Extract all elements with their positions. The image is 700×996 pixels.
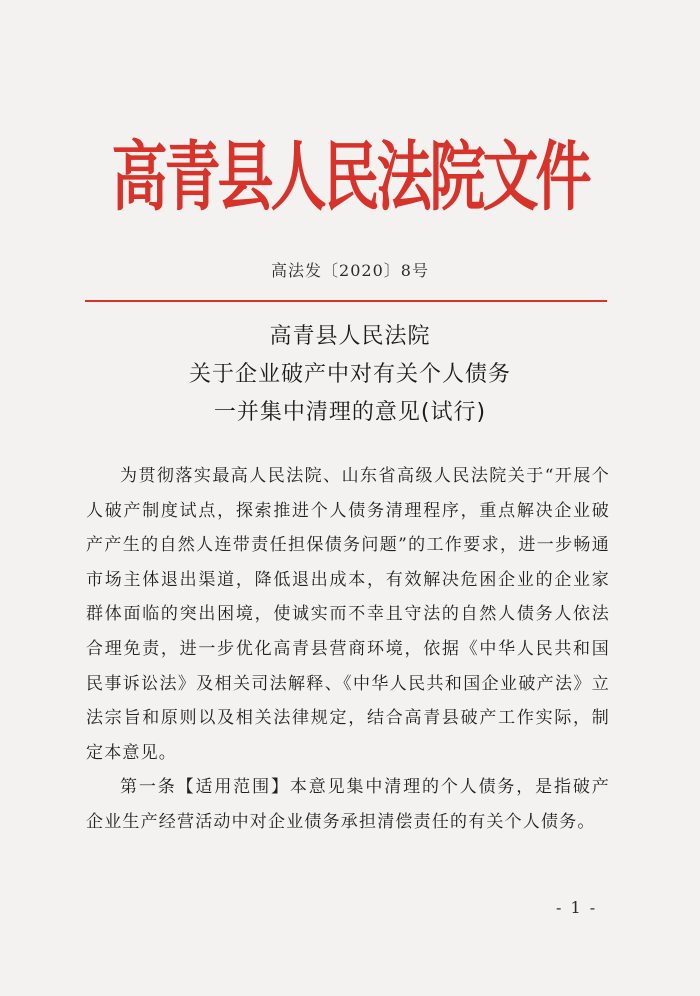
document-title bbox=[0, 318, 700, 432]
red-divider-line bbox=[85, 300, 607, 302]
title-line-3: 一并集中清理的意见(试行) bbox=[213, 400, 487, 425]
paragraph-article-1: 第一条【适用范围】本意见集中清理的个人债务，是指破产企业生产经营活动中对企业债务承担清偿责任的有关个人债务。 bbox=[86, 777, 610, 832]
page-number: - 1 - bbox=[556, 898, 598, 917]
masthead-title: 高青县人民法院文件 bbox=[111, 132, 589, 222]
title-line-2: 关于企业破产中对有关个人债务 bbox=[188, 362, 511, 387]
paragraph-preamble: 为贯彻落实最高人民法院、山东省高级人民法院关于“开展个人破产制度试点，探索推进个人债务清理程序，重点解决企业破产产生的自然人连带责任担保债务问题”的工作要求，进一步畅通市场主体退出渠道，降低退出成本，有效解决危困企业的企业家群体面临的突出困境，使诚实而不幸且守法的自然人债务人依法合理免责，进一步优化高青县营商环境，依据《中华人民共和国民事诉讼法》及相关司法解释、《中华人民共和国企业破产法》立法宗旨和原则以及相关法律规定，结合高青县破产工作实际，制定本意见。 bbox=[86, 466, 610, 763]
document-number: 高法发〔2020〕8号 bbox=[271, 261, 429, 280]
document-body bbox=[86, 459, 610, 840]
title-line-1: 高青县人民法院 bbox=[269, 324, 431, 349]
